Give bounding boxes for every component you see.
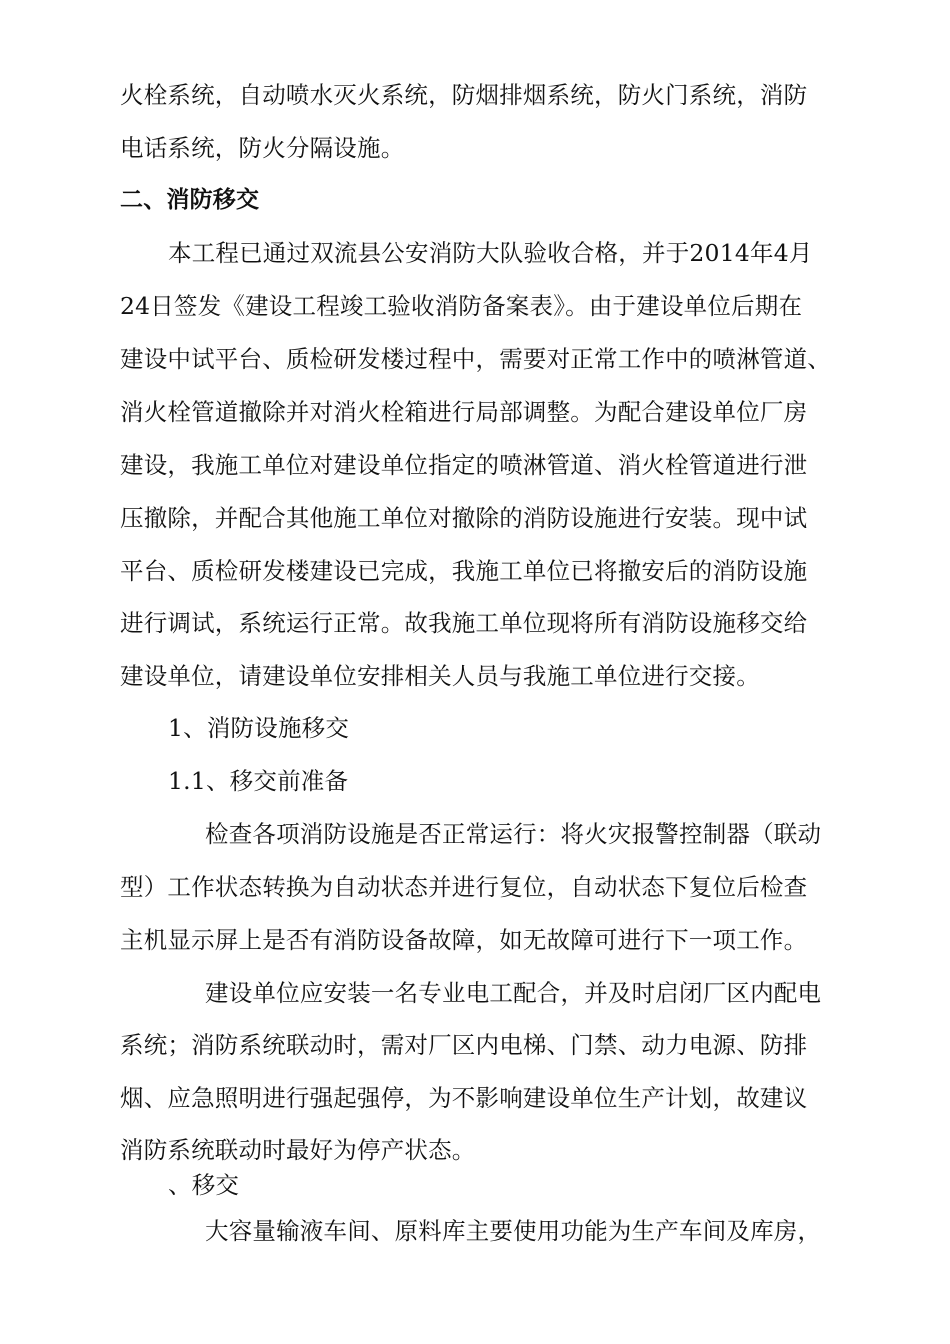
body-text-line: 平台、质检研发楼建设已完成，我施工单位已将撤安后的消防设施: [120, 557, 808, 585]
body-text-line: 电话系统，防火分隔设施。: [120, 134, 405, 162]
body-text-line: 烟、应急照明进行强起强停，为不影响建设单位生产计划，故建议: [120, 1084, 808, 1112]
body-text-line: 系统；消防系统联动时，需对厂区内电梯、门禁、动力电源、防排: [120, 1031, 808, 1059]
body-text-line: 进行调试，系统运行正常。故我施工单位现将所有消防设施移交给: [120, 609, 808, 637]
subsection-heading: 1.1、移交前准备: [168, 767, 349, 795]
paragraph-first-line: 检查各项消防设施是否正常运行：将火灾报警控制器（联动: [205, 820, 822, 848]
body-text-line: 24日签发《建设工程竣工验收消防备案表》。由于建设单位后期在: [120, 292, 803, 320]
body-text-line: 主机显示屏上是否有消防设备故障，如无故障可进行下一项工作。: [120, 926, 808, 954]
paragraph-first-line: 大容量输液车间、原料库主要使用功能为生产车间及库房，: [205, 1217, 822, 1245]
subsection-heading: 、移交: [168, 1171, 240, 1199]
body-text-line: 型）工作状态转换为自动状态并进行复位，自动状态下复位后检查: [120, 873, 808, 901]
body-text-line: 消火栓管道撤除并对消火栓箱进行局部调整。为配合建设单位厂房: [120, 398, 808, 426]
body-text-line: 压撤除，并配合其他施工单位对撤除的消防设施进行安装。现中试: [120, 504, 808, 532]
body-text-line: 建设单位，请建设单位安排相关人员与我施工单位进行交接。: [120, 662, 760, 690]
body-text-line: 消防系统联动时最好为停产状态。: [120, 1136, 476, 1164]
paragraph-first-line: 建设单位应安装一名专业电工配合，并及时启闭厂区内配电: [205, 979, 822, 1007]
body-text-line: 建设中试平台、质检研发楼过程中，需要对正常工作中的喷淋管道、: [120, 345, 831, 373]
subsection-heading: 1、消防设施移交: [168, 714, 350, 742]
body-text-line: 火栓系统，自动喷水灭火系统，防烟排烟系统，防火门系统，消防: [120, 81, 808, 109]
paragraph-first-line: 本工程已通过双流县公安消防大队验收合格，并于2014年4月: [168, 239, 813, 267]
section-heading: 二、消防移交: [120, 187, 260, 213]
body-text-line: 建设，我施工单位对建设单位指定的喷淋管道、消火栓管道进行泄: [120, 451, 808, 479]
